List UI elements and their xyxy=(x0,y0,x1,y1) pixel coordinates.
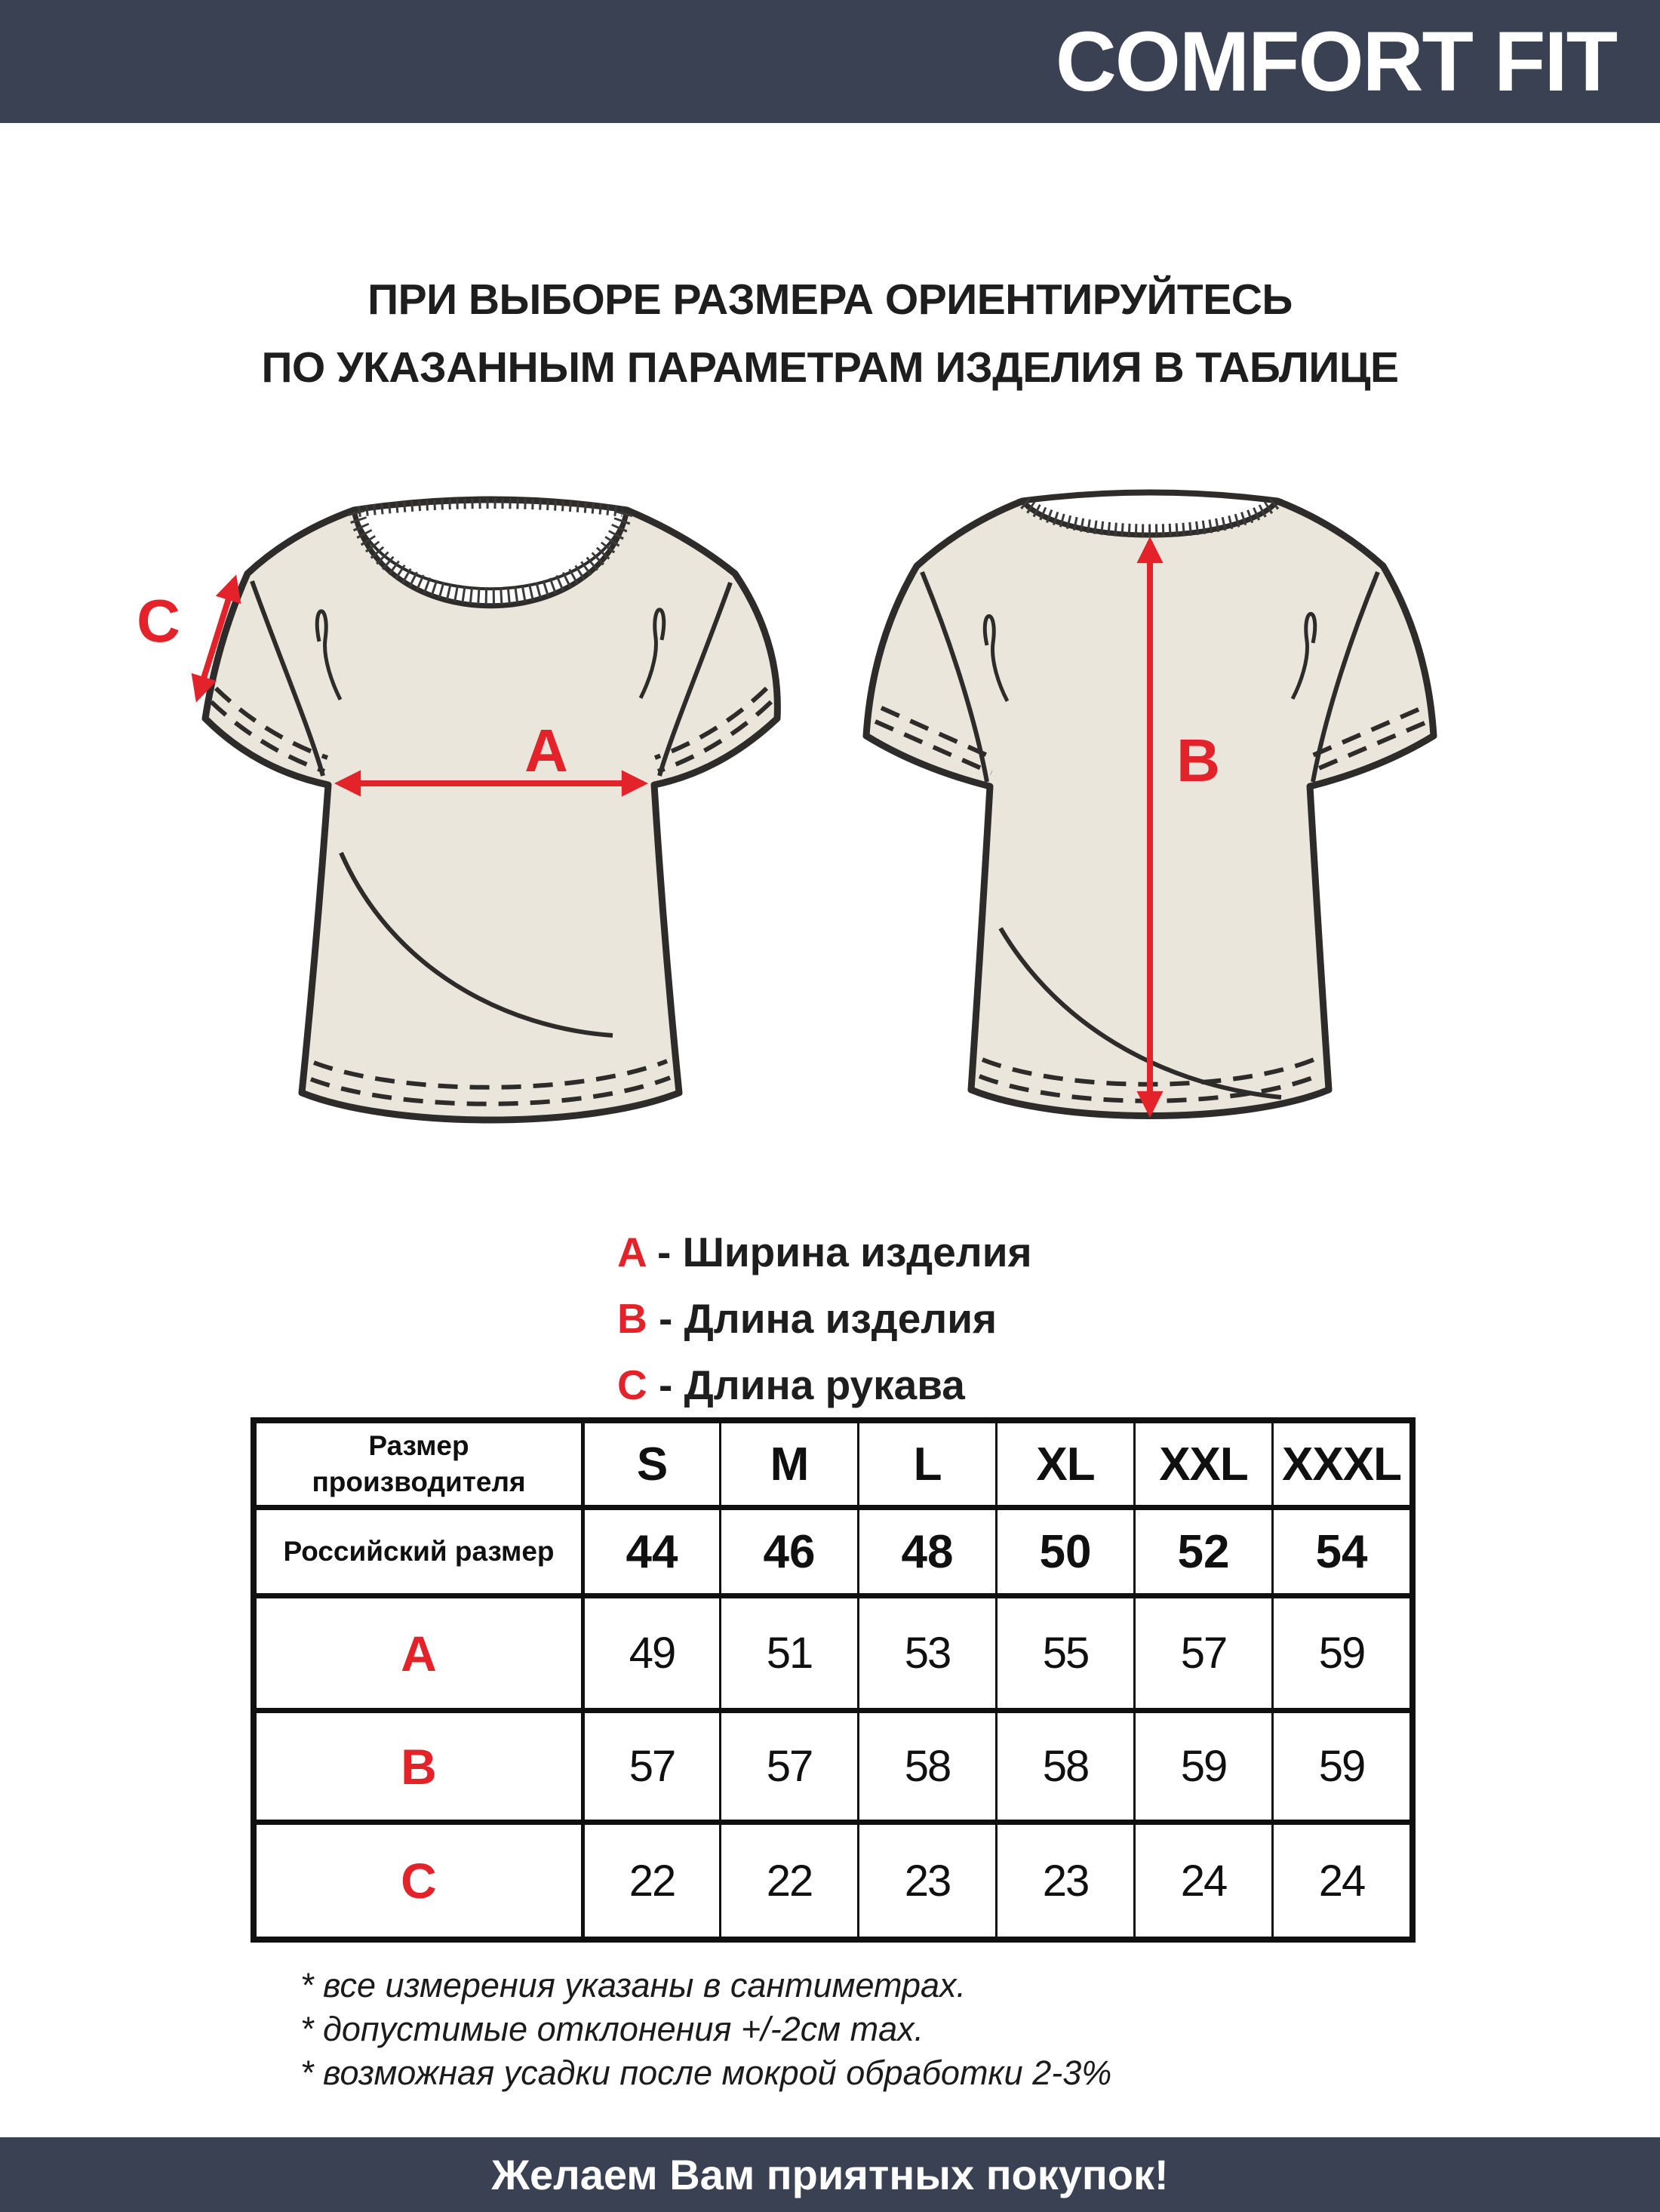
table-header-size: XL xyxy=(995,1423,1133,1510)
legend-row xyxy=(617,1285,1032,1352)
table-cell-value: 22 xyxy=(581,1825,719,1937)
table-cell-value: 49 xyxy=(581,1598,719,1713)
table-header-size: XXXL xyxy=(1271,1423,1409,1510)
width-arrow-A-label: A xyxy=(524,717,568,784)
footer-message-bar xyxy=(0,2137,1660,2212)
tshirt-front-drawing xyxy=(68,483,898,1162)
table-cell-value: 58 xyxy=(995,1713,1133,1825)
table-cell-value: 22 xyxy=(719,1825,857,1937)
table-cell-value: 59 xyxy=(1271,1713,1409,1825)
footnote-line: * допустимые отклонения +/-2см max. xyxy=(300,2010,924,2048)
table-cell-value: 24 xyxy=(1133,1825,1271,1937)
table-cell-value: 24 xyxy=(1271,1825,1409,1937)
brand-title: COMFORT FIT xyxy=(1055,14,1616,109)
sleeve-arrow-C-label: C xyxy=(137,587,180,654)
table-row-label: A xyxy=(257,1598,581,1713)
legend-row xyxy=(617,1352,1032,1418)
legend-row xyxy=(617,1219,1032,1285)
table-header-line: Размер xyxy=(368,1430,469,1461)
measurement-legend xyxy=(617,1219,1032,1418)
table-header-line: производителя xyxy=(312,1466,526,1497)
legend-key: C xyxy=(617,1361,647,1408)
table-cell-value: 55 xyxy=(995,1598,1133,1713)
table-header-size: XXL xyxy=(1133,1423,1271,1510)
table-header-size: M xyxy=(719,1423,857,1510)
table-cell-value: 23 xyxy=(995,1825,1133,1937)
legend-key: B xyxy=(617,1295,647,1342)
table-cell-value: 57 xyxy=(581,1713,719,1825)
table-header-manufacturer-size xyxy=(257,1423,581,1510)
table-row-label: B xyxy=(257,1713,581,1825)
intro-line-1: ПРИ ВЫБОРЕ РАЗМЕРА ОРИЕНТИРУЙТЕСЬ xyxy=(367,275,1293,324)
table-cell-value: 57 xyxy=(1133,1598,1271,1713)
table-cell-value: 57 xyxy=(719,1713,857,1825)
length-arrow-B-label: B xyxy=(1176,727,1220,794)
table-cell-value: 50 xyxy=(995,1510,1133,1598)
legend-text: - Длина рукава xyxy=(647,1361,965,1408)
table-header-size: S xyxy=(581,1423,719,1510)
table-cell-value: 54 xyxy=(1271,1510,1409,1598)
footnote-line: * возможная усадки после мокрой обработки 2-3% xyxy=(300,2054,1112,2092)
table-cell-value: 46 xyxy=(719,1510,857,1598)
legend-key: A xyxy=(617,1229,646,1275)
table-cell-value: 44 xyxy=(581,1510,719,1598)
table-header-size: L xyxy=(857,1423,995,1510)
table-cell-value: 52 xyxy=(1133,1510,1271,1598)
table-cell-value: 59 xyxy=(1133,1713,1271,1825)
table-cell-value: 48 xyxy=(857,1510,995,1598)
intro-line-2: ПО УКАЗАННЫМ ПАРАМЕТРАМ ИЗДЕЛИЯ В ТАБЛИЦЕ xyxy=(261,343,1399,392)
table-cell-value: 58 xyxy=(857,1713,995,1825)
legend-text: - Ширина изделия xyxy=(645,1229,1032,1275)
legend-text: - Длина изделия xyxy=(647,1295,998,1342)
footer-message: Желаем Вам приятных покупок! xyxy=(491,2151,1169,2198)
table-cell-value: 53 xyxy=(857,1598,995,1713)
footnote-line: * все измерения указаны в сантиметрах. xyxy=(300,1966,967,2004)
tshirt-back-drawing xyxy=(815,483,1645,1162)
footnotes xyxy=(300,1964,1111,2095)
table-cell-value: 59 xyxy=(1271,1598,1409,1713)
table-row-label: Российский размер xyxy=(257,1510,581,1598)
intro-heading xyxy=(0,266,1660,401)
table-row-label: C xyxy=(401,1853,437,1909)
table-cell-value: 51 xyxy=(719,1598,857,1713)
top-brand-bar xyxy=(0,0,1660,123)
table-cell-value: 23 xyxy=(857,1825,995,1937)
size-table xyxy=(251,1417,1416,1943)
